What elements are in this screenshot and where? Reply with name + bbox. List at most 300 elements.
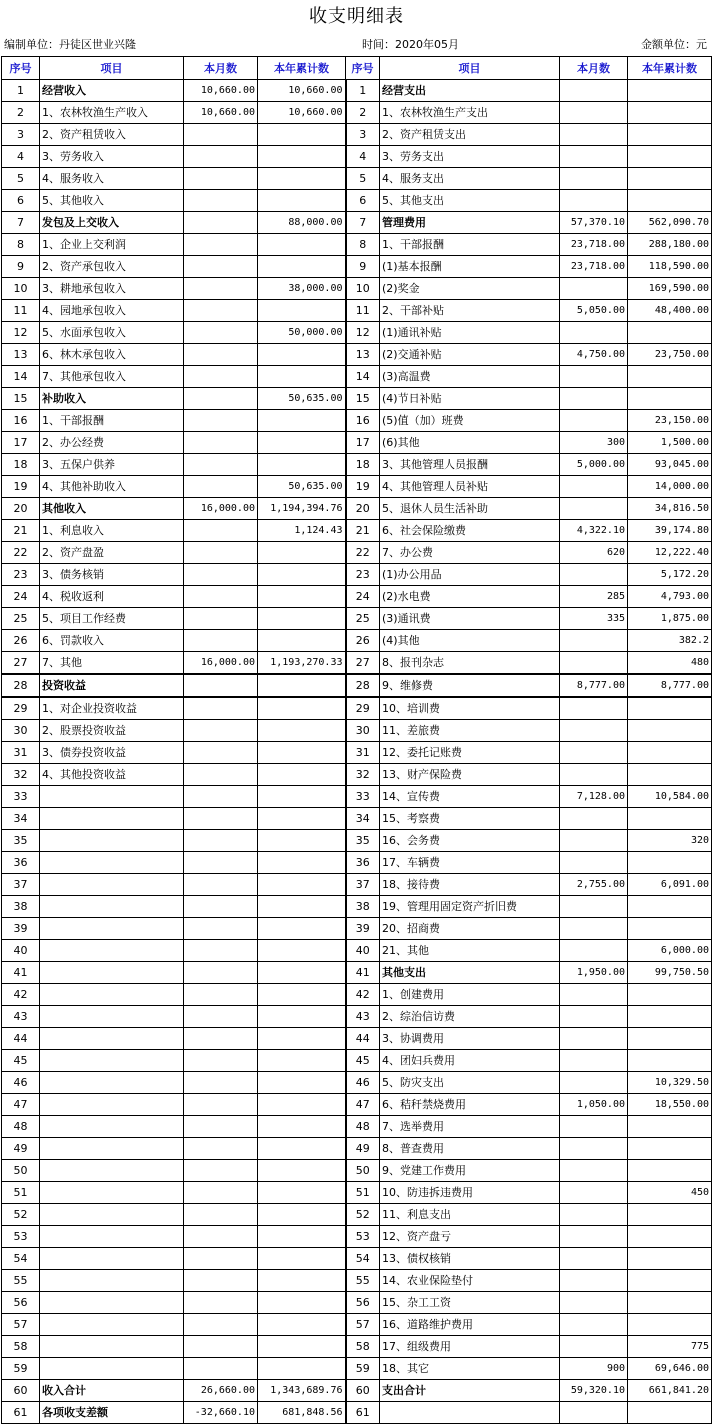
right-month-cell xyxy=(560,1006,628,1028)
left-ytd-cell xyxy=(258,586,346,608)
table-row xyxy=(2,674,712,697)
left-seq-cell: 7 xyxy=(2,212,40,234)
left-seq-cell: 26 xyxy=(2,630,40,652)
left-item-cell xyxy=(40,1226,184,1248)
right-item-cell: 3、协调费用 xyxy=(380,1028,560,1050)
right-ytd-cell: 5,172.20 xyxy=(628,564,712,586)
left-ytd-cell xyxy=(258,896,346,918)
right-seq-cell: 31 xyxy=(346,742,380,764)
table-row xyxy=(2,940,712,962)
right-item-cell: 19、管理用固定资产折旧费 xyxy=(380,896,560,918)
left-month-cell xyxy=(184,786,258,808)
left-ytd-cell xyxy=(258,1226,346,1248)
left-ytd-cell: 1,193,270.33 xyxy=(258,652,346,675)
left-month-cell xyxy=(184,564,258,586)
right-month-cell xyxy=(560,146,628,168)
right-month-cell xyxy=(560,124,628,146)
right-item-cell: 15、考察费 xyxy=(380,808,560,830)
right-ytd-cell: 1,875.00 xyxy=(628,608,712,630)
right-seq-cell: 6 xyxy=(346,190,380,212)
table-row xyxy=(2,498,712,520)
right-ytd-cell: 18,550.00 xyxy=(628,1094,712,1116)
left-ytd-cell: 50,635.00 xyxy=(258,476,346,498)
left-month-cell xyxy=(184,1006,258,1028)
right-ytd-cell: 118,590.00 xyxy=(628,256,712,278)
left-month-cell xyxy=(184,1094,258,1116)
table-row xyxy=(2,1292,712,1314)
left-ytd-cell xyxy=(258,1116,346,1138)
left-ytd-cell xyxy=(258,1182,346,1204)
right-month-cell xyxy=(560,80,628,102)
table-row xyxy=(2,256,712,278)
right-seq-cell: 30 xyxy=(346,720,380,742)
right-ytd-cell: 6,091.00 xyxy=(628,874,712,896)
right-month-cell xyxy=(560,764,628,786)
left-ytd-cell xyxy=(258,786,346,808)
right-ytd-cell xyxy=(628,146,712,168)
right-ytd-cell xyxy=(628,1116,712,1138)
left-ytd-cell xyxy=(258,366,346,388)
right-seq-cell: 12 xyxy=(346,322,380,344)
left-ytd-cell: 50,000.00 xyxy=(258,322,346,344)
left-seq-cell: 3 xyxy=(2,124,40,146)
right-seq-cell: 25 xyxy=(346,608,380,630)
right-month-cell: 285 xyxy=(560,586,628,608)
left-month-cell xyxy=(184,1204,258,1226)
right-ytd-cell xyxy=(628,366,712,388)
left-seq-cell: 51 xyxy=(2,1182,40,1204)
right-seq-cell: 33 xyxy=(346,786,380,808)
right-item-cell: 2、干部补贴 xyxy=(380,300,560,322)
left-ytd-cell xyxy=(258,697,346,720)
left-seq-cell: 44 xyxy=(2,1028,40,1050)
left-ytd-cell xyxy=(258,742,346,764)
right-item-cell: (2)水电费 xyxy=(380,586,560,608)
right-ytd-cell xyxy=(628,124,712,146)
right-ytd-cell xyxy=(628,102,712,124)
right-month-cell xyxy=(560,498,628,520)
header-ytd-left: 本年累计数 xyxy=(258,57,346,80)
income-expense-table xyxy=(1,56,712,1424)
right-month-cell xyxy=(560,852,628,874)
right-seq-cell: 43 xyxy=(346,1006,380,1028)
right-ytd-cell: 320 xyxy=(628,830,712,852)
left-month-cell xyxy=(184,1226,258,1248)
left-item-cell xyxy=(40,1072,184,1094)
left-seq-cell: 35 xyxy=(2,830,40,852)
right-item-cell: 14、宣传费 xyxy=(380,786,560,808)
left-ytd-cell xyxy=(258,1006,346,1028)
right-month-cell: 620 xyxy=(560,542,628,564)
left-ytd-cell xyxy=(258,454,346,476)
left-ytd-cell xyxy=(258,146,346,168)
left-month-cell xyxy=(184,962,258,984)
right-item-cell: (1)通讯补贴 xyxy=(380,322,560,344)
right-month-cell xyxy=(560,1028,628,1050)
left-item-cell: 5、水面承包收入 xyxy=(40,322,184,344)
right-seq-cell: 60 xyxy=(346,1380,380,1402)
left-item-cell: 1、干部报酬 xyxy=(40,410,184,432)
right-ytd-cell xyxy=(628,1226,712,1248)
right-ytd-cell: 480 xyxy=(628,652,712,675)
left-ytd-cell xyxy=(258,1314,346,1336)
left-month-cell xyxy=(184,586,258,608)
left-seq-cell: 36 xyxy=(2,852,40,874)
left-item-cell: 收入合计 xyxy=(40,1380,184,1402)
right-ytd-cell xyxy=(628,1138,712,1160)
right-ytd-cell: 93,045.00 xyxy=(628,454,712,476)
left-month-cell xyxy=(184,366,258,388)
left-seq-cell: 53 xyxy=(2,1226,40,1248)
right-month-cell xyxy=(560,1204,628,1226)
left-month-cell xyxy=(184,388,258,410)
right-seq-cell: 45 xyxy=(346,1050,380,1072)
right-item-cell: 2、资产租赁支出 xyxy=(380,124,560,146)
right-item-cell: (4)节日补贴 xyxy=(380,388,560,410)
left-seq-cell: 37 xyxy=(2,874,40,896)
right-seq-cell: 61 xyxy=(346,1402,380,1424)
left-ytd-cell xyxy=(258,1336,346,1358)
right-month-cell xyxy=(560,1072,628,1094)
left-month-cell xyxy=(184,454,258,476)
right-seq-cell: 16 xyxy=(346,410,380,432)
right-item-cell: 6、社会保险缴费 xyxy=(380,520,560,542)
right-item-cell: 2、综治信访费 xyxy=(380,1006,560,1028)
left-seq-cell: 54 xyxy=(2,1248,40,1270)
left-item-cell xyxy=(40,1006,184,1028)
left-month-cell xyxy=(184,674,258,697)
right-item-cell: 11、利息支出 xyxy=(380,1204,560,1226)
left-month-cell xyxy=(184,1050,258,1072)
table-row xyxy=(2,146,712,168)
right-item-cell: 1、农林牧渔生产支出 xyxy=(380,102,560,124)
left-month-cell xyxy=(184,940,258,962)
right-month-cell xyxy=(560,918,628,940)
left-ytd-cell xyxy=(258,1072,346,1094)
right-ytd-cell xyxy=(628,896,712,918)
left-month-cell xyxy=(184,212,258,234)
header-month-left: 本月数 xyxy=(184,57,258,80)
table-row xyxy=(2,410,712,432)
left-seq-cell: 11 xyxy=(2,300,40,322)
right-seq-cell: 56 xyxy=(346,1292,380,1314)
header-month-right: 本月数 xyxy=(560,57,628,80)
table-row xyxy=(2,300,712,322)
left-item-cell: 4、园地承包收入 xyxy=(40,300,184,322)
left-month-cell xyxy=(184,322,258,344)
left-seq-cell: 33 xyxy=(2,786,40,808)
left-seq-cell: 32 xyxy=(2,764,40,786)
right-ytd-cell: 8,777.00 xyxy=(628,674,712,697)
left-ytd-cell xyxy=(258,1028,346,1050)
left-ytd-cell xyxy=(258,1292,346,1314)
left-ytd-cell xyxy=(258,410,346,432)
left-seq-cell: 50 xyxy=(2,1160,40,1182)
left-item-cell xyxy=(40,1050,184,1072)
table-row xyxy=(2,520,712,542)
right-seq-cell: 8 xyxy=(346,234,380,256)
left-month-cell: 10,660.00 xyxy=(184,80,258,102)
right-ytd-cell xyxy=(628,322,712,344)
right-seq-cell: 21 xyxy=(346,520,380,542)
left-item-cell: 1、对企业投资收益 xyxy=(40,697,184,720)
right-month-cell: 4,322.10 xyxy=(560,520,628,542)
left-ytd-cell xyxy=(258,874,346,896)
left-seq-cell: 29 xyxy=(2,697,40,720)
table-row xyxy=(2,720,712,742)
right-item-cell: 12、委托记账费 xyxy=(380,742,560,764)
left-seq-cell: 39 xyxy=(2,918,40,940)
left-item-cell: 3、劳务收入 xyxy=(40,146,184,168)
left-item-cell xyxy=(40,786,184,808)
right-ytd-cell xyxy=(628,388,712,410)
left-seq-cell: 6 xyxy=(2,190,40,212)
left-seq-cell: 49 xyxy=(2,1138,40,1160)
left-month-cell xyxy=(184,1248,258,1270)
table-row xyxy=(2,1160,712,1182)
right-seq-cell: 38 xyxy=(346,896,380,918)
right-month-cell xyxy=(560,697,628,720)
right-month-cell: 1,050.00 xyxy=(560,1094,628,1116)
left-seq-cell: 46 xyxy=(2,1072,40,1094)
header-item-right: 项目 xyxy=(380,57,560,80)
header-seq-right: 序号 xyxy=(346,57,380,80)
table-row xyxy=(2,124,712,146)
right-month-cell xyxy=(560,476,628,498)
left-seq-cell: 14 xyxy=(2,366,40,388)
left-item-cell xyxy=(40,918,184,940)
right-ytd-cell xyxy=(628,918,712,940)
right-ytd-cell xyxy=(628,984,712,1006)
left-seq-cell: 40 xyxy=(2,940,40,962)
right-seq-cell: 1 xyxy=(346,80,380,102)
right-seq-cell: 48 xyxy=(346,1116,380,1138)
right-month-cell xyxy=(560,896,628,918)
right-month-cell: 5,000.00 xyxy=(560,454,628,476)
left-seq-cell: 20 xyxy=(2,498,40,520)
left-ytd-cell: 1,124.43 xyxy=(258,520,346,542)
left-month-cell xyxy=(184,630,258,652)
right-month-cell: 23,718.00 xyxy=(560,234,628,256)
left-item-cell xyxy=(40,852,184,874)
table-row xyxy=(2,1380,712,1402)
table-row xyxy=(2,1182,712,1204)
right-month-cell: 23,718.00 xyxy=(560,256,628,278)
right-month-cell xyxy=(560,1138,628,1160)
right-item-cell: (1)办公用品 xyxy=(380,564,560,586)
right-ytd-cell: 12,222.40 xyxy=(628,542,712,564)
right-ytd-cell xyxy=(628,1248,712,1270)
table-row xyxy=(2,1006,712,1028)
table-row xyxy=(2,697,712,720)
left-ytd-cell xyxy=(258,124,346,146)
table-row xyxy=(2,344,712,366)
right-ytd-cell xyxy=(628,1402,712,1424)
table-row xyxy=(2,168,712,190)
right-month-cell xyxy=(560,366,628,388)
left-seq-cell: 9 xyxy=(2,256,40,278)
left-ytd-cell xyxy=(258,564,346,586)
right-item-cell: (5)值（加）班费 xyxy=(380,410,560,432)
left-month-cell xyxy=(184,720,258,742)
right-ytd-cell xyxy=(628,190,712,212)
right-month-cell xyxy=(560,742,628,764)
left-ytd-cell xyxy=(258,808,346,830)
table-row xyxy=(2,454,712,476)
left-ytd-cell xyxy=(258,168,346,190)
left-ytd-cell: 681,848.56 xyxy=(258,1402,346,1424)
left-month-cell xyxy=(184,190,258,212)
left-seq-cell: 19 xyxy=(2,476,40,498)
right-month-cell xyxy=(560,102,628,124)
left-month-cell xyxy=(184,520,258,542)
right-item-cell: 经营支出 xyxy=(380,80,560,102)
right-seq-cell: 22 xyxy=(346,542,380,564)
right-ytd-cell: 382.2 xyxy=(628,630,712,652)
table-row xyxy=(2,608,712,630)
right-item-cell: 10、培训费 xyxy=(380,697,560,720)
left-ytd-cell xyxy=(258,1094,346,1116)
left-seq-cell: 13 xyxy=(2,344,40,366)
page-title: 收支明细表 xyxy=(309,6,404,27)
left-item-cell: 5、其他收入 xyxy=(40,190,184,212)
right-ytd-cell: 4,793.00 xyxy=(628,586,712,608)
right-item-cell: 9、维修费 xyxy=(380,674,560,697)
table-row xyxy=(2,1402,712,1424)
left-seq-cell: 22 xyxy=(2,542,40,564)
right-seq-cell: 39 xyxy=(346,918,380,940)
right-item-cell: 其他支出 xyxy=(380,962,560,984)
right-seq-cell: 32 xyxy=(346,764,380,786)
left-month-cell xyxy=(184,344,258,366)
right-seq-cell: 29 xyxy=(346,697,380,720)
table-row xyxy=(2,918,712,940)
right-seq-cell: 14 xyxy=(346,366,380,388)
left-month-cell xyxy=(184,300,258,322)
right-seq-cell: 58 xyxy=(346,1336,380,1358)
right-ytd-cell: 6,000.00 xyxy=(628,940,712,962)
right-ytd-cell: 14,000.00 xyxy=(628,476,712,498)
left-seq-cell: 41 xyxy=(2,962,40,984)
left-item-cell: 6、林木承包收入 xyxy=(40,344,184,366)
right-ytd-cell xyxy=(628,1292,712,1314)
right-item-cell: 11、差旅费 xyxy=(380,720,560,742)
right-item-cell: 18、接待费 xyxy=(380,874,560,896)
table-row xyxy=(2,1248,712,1270)
right-seq-cell: 4 xyxy=(346,146,380,168)
left-seq-cell: 8 xyxy=(2,234,40,256)
right-month-cell: 900 xyxy=(560,1358,628,1380)
table-row xyxy=(2,1072,712,1094)
right-seq-cell: 55 xyxy=(346,1270,380,1292)
right-item-cell: 5、其他支出 xyxy=(380,190,560,212)
left-month-cell xyxy=(184,1138,258,1160)
right-seq-cell: 57 xyxy=(346,1314,380,1336)
right-seq-cell: 42 xyxy=(346,984,380,1006)
right-month-cell xyxy=(560,1116,628,1138)
left-seq-cell: 1 xyxy=(2,80,40,102)
right-month-cell: 8,777.00 xyxy=(560,674,628,697)
table-row xyxy=(2,1050,712,1072)
right-item-cell: 7、选举费用 xyxy=(380,1116,560,1138)
right-month-cell xyxy=(560,190,628,212)
table-row xyxy=(2,1314,712,1336)
right-ytd-cell: 1,500.00 xyxy=(628,432,712,454)
right-seq-cell: 44 xyxy=(346,1028,380,1050)
left-month-cell xyxy=(184,168,258,190)
right-item-cell: 12、资产盘亏 xyxy=(380,1226,560,1248)
right-seq-cell: 23 xyxy=(346,564,380,586)
right-seq-cell: 10 xyxy=(346,278,380,300)
left-item-cell xyxy=(40,1336,184,1358)
right-ytd-cell: 23,750.00 xyxy=(628,344,712,366)
right-item-cell: 16、会务费 xyxy=(380,830,560,852)
left-month-cell xyxy=(184,1336,258,1358)
table-row xyxy=(2,102,712,124)
right-item-cell: (3)高温费 xyxy=(380,366,560,388)
left-month-cell xyxy=(184,1314,258,1336)
right-month-cell xyxy=(560,322,628,344)
right-ytd-cell: 23,150.00 xyxy=(628,410,712,432)
right-ytd-cell xyxy=(628,852,712,874)
left-seq-cell: 59 xyxy=(2,1358,40,1380)
left-item-cell xyxy=(40,940,184,962)
left-ytd-cell: 10,660.00 xyxy=(258,80,346,102)
left-month-cell xyxy=(184,1028,258,1050)
left-seq-cell: 27 xyxy=(2,652,40,675)
right-item-cell: 13、债权核销 xyxy=(380,1248,560,1270)
right-ytd-cell xyxy=(628,697,712,720)
left-seq-cell: 4 xyxy=(2,146,40,168)
right-ytd-cell xyxy=(628,1270,712,1292)
left-seq-cell: 16 xyxy=(2,410,40,432)
right-seq-cell: 17 xyxy=(346,432,380,454)
left-item-cell xyxy=(40,1116,184,1138)
left-ytd-cell: 10,660.00 xyxy=(258,102,346,124)
left-month-cell: 16,000.00 xyxy=(184,652,258,675)
left-month-cell xyxy=(184,1182,258,1204)
left-month-cell xyxy=(184,1160,258,1182)
left-seq-cell: 61 xyxy=(2,1402,40,1424)
right-item-cell: 9、党建工作费用 xyxy=(380,1160,560,1182)
left-month-cell xyxy=(184,146,258,168)
left-item-cell: 4、其他补助收入 xyxy=(40,476,184,498)
left-ytd-cell xyxy=(258,674,346,697)
left-item-cell: 2、股票投资收益 xyxy=(40,720,184,742)
left-item-cell xyxy=(40,1292,184,1314)
left-ytd-cell xyxy=(258,256,346,278)
table-row xyxy=(2,1270,712,1292)
right-ytd-cell: 288,180.00 xyxy=(628,234,712,256)
table-row xyxy=(2,786,712,808)
left-seq-cell: 52 xyxy=(2,1204,40,1226)
left-ytd-cell xyxy=(258,1204,346,1226)
left-item-cell xyxy=(40,1358,184,1380)
right-month-cell: 59,320.10 xyxy=(560,1380,628,1402)
left-item-cell: 1、利息收入 xyxy=(40,520,184,542)
right-month-cell xyxy=(560,940,628,962)
left-ytd-cell xyxy=(258,940,346,962)
left-month-cell xyxy=(184,476,258,498)
right-seq-cell: 2 xyxy=(346,102,380,124)
right-seq-cell: 13 xyxy=(346,344,380,366)
right-item-cell: 15、杂工工资 xyxy=(380,1292,560,1314)
right-seq-cell: 34 xyxy=(346,808,380,830)
right-month-cell xyxy=(560,720,628,742)
left-month-cell xyxy=(184,1358,258,1380)
right-month-cell xyxy=(560,1402,628,1424)
left-ytd-cell xyxy=(258,852,346,874)
